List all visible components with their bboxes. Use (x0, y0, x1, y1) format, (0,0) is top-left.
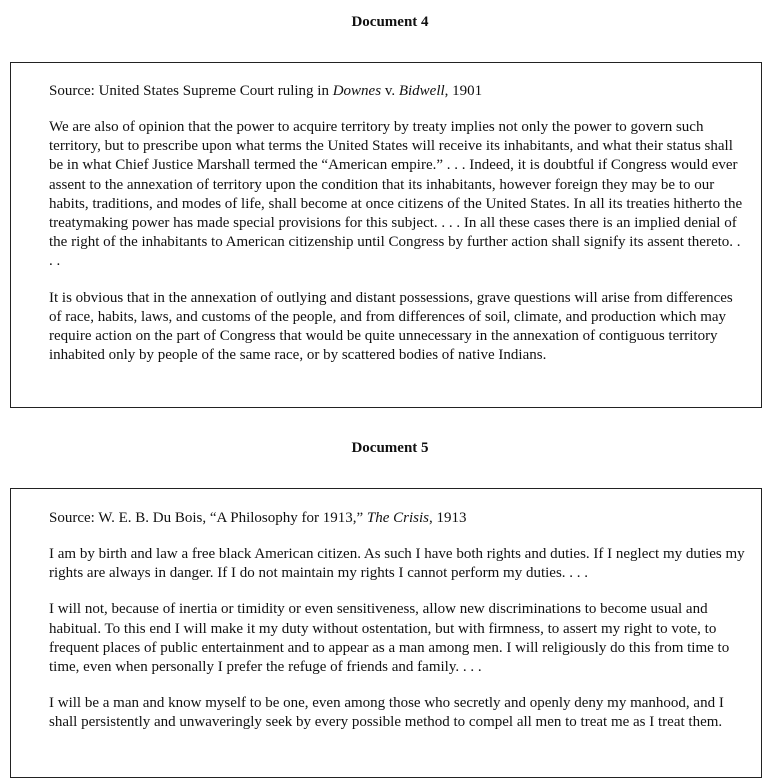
document-4-source-mid: v. (381, 83, 399, 99)
document-4-source-suffix: , 1901 (444, 83, 483, 99)
document-5-paragraph-1: I am by birth and law a free black American citizen. As such I have both rights and duties. If I neglect my duties my rights are always in danger. If I do not maintain my rights I cannot perform my duties. . . . (49, 546, 745, 582)
document-4-paragraph-1: We are also of opinion that the power to acquire territory by treaty implies not only the power to govern such territory, but to prescribe upon what terms the United States will receive its inhabitants, and what their status shall be in what Chief Justice Marshall termed the “American empire.” . . . Indeed, it is doubtful if Congress would ever assent to the annexation of territory upon the condition that its inhabitants, however foreign they may be to our habits, traditions, and modes of life, shall become at once citizens of the United States. In all its treaties hitherto the treatymaking power has made special provisions for this subject. . . . In all these cases there is an implied denial of the right of the inhabitants to American citizenship until Congress by further action shall signify its assent thereto. . . . (49, 119, 743, 270)
document-5-paragraph-3: I will be a man and know myself to be one, even among those who secretly and openly deny my manhood, and I shall persistently and unwaveringly seek by every possible method to compel all men to treat me as I treat them. (49, 695, 724, 731)
document-4-box (10, 62, 762, 408)
document-5-heading: Document 5 (351, 440, 429, 456)
document-4-case-name-b: Bidwell (398, 83, 445, 99)
document-5-publication-name: The Crisis (366, 510, 430, 526)
document-5-box (10, 488, 762, 778)
document-5-source-prefix: Source: W. E. B. Du Bois, “A Philosophy for 1913,” (49, 510, 367, 526)
document-4-heading: Document 4 (351, 14, 429, 30)
document-4-source (49, 82, 747, 101)
document-4-paragraph-2: It is obvious that in the annexation of outlying and distant possessions, grave questions will arise from differences of race, habits, laws, and customs of the people, and from differences of soil, climate, and production which may require action on the part of Congress that would be quite unnecessary in the annexation of contiguous territory inhabited only by people of the same race, or by scattered bodies of native Indians. (49, 289, 733, 364)
document-4-case-name-a: Downes (332, 83, 382, 99)
document-5-paragraph-2: I will not, because of inertia or timidity or even sensitiveness, allow new discriminations to become usual and habitual. To this end I will make it my duty without ostentation, but with firmness, to assert my right to vote, to frequent places of public entertainment and to appear as a man among men. I will religiously do this from time to time, even when personally I prefer the refuge of friends and family. . . . (49, 601, 730, 676)
document-5-source-suffix: , 1913 (429, 510, 467, 526)
document-5-source (49, 509, 747, 528)
document-4-source-prefix: Source: United States Supreme Court ruling in (49, 83, 333, 99)
